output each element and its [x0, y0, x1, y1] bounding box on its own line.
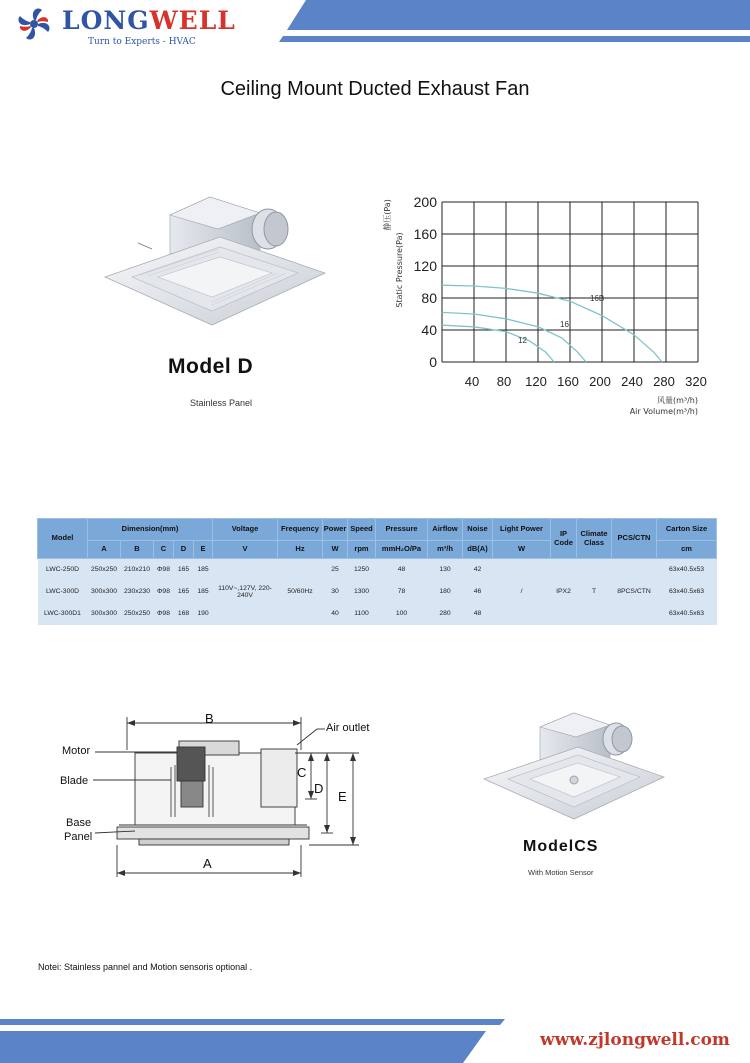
cell-airflow: 130 [428, 559, 463, 582]
label-motor: Motor [62, 745, 91, 757]
cell-d: 165 [174, 581, 194, 603]
th-e: E [194, 541, 213, 559]
cell-airflow: 280 [428, 603, 463, 625]
label-base: Base [66, 817, 92, 829]
performance-chart [380, 185, 720, 420]
product-image-model-cs [478, 705, 668, 825]
y-tick-label: 120 [413, 258, 437, 274]
logo-fan-icon [14, 4, 54, 44]
cell-carton: 63x40.5x63 [657, 581, 717, 603]
dim-c-label: C [297, 765, 307, 780]
cell-airflow: 180 [428, 581, 463, 603]
cell-c: Φ98 [154, 559, 174, 582]
cell-frequency: 50/60Hz [278, 559, 323, 626]
x-tick-label: 40 [464, 374, 480, 389]
footnote: Notei: Stainless pannel and Motion sensoris optional . [38, 962, 253, 972]
cell-noise: 46 [463, 581, 493, 603]
brand-name-part1: LONG [62, 6, 150, 35]
cell-speed: 1300 [348, 581, 376, 603]
th-voltage: Voltage [213, 519, 278, 541]
outlet-collar [261, 749, 297, 807]
series-line [442, 285, 662, 362]
brand-name [62, 6, 236, 35]
dim-b-label: B [205, 711, 214, 726]
dim-e-label: E [338, 789, 347, 804]
x-tick-label: 80 [496, 374, 512, 389]
cell-power: 25 [323, 559, 348, 582]
th-voltage-unit: V [213, 541, 278, 559]
th-a: A [88, 541, 121, 559]
th-airflow-unit: m³/h [428, 541, 463, 559]
product-image-model-d [100, 185, 330, 330]
th-dimension: Dimension(mm) [88, 519, 213, 541]
y-tick-label: 40 [421, 322, 437, 338]
x-tick-label: 160 [557, 374, 579, 389]
dim-d-label: D [314, 781, 324, 796]
cell-pressure: 48 [376, 559, 428, 582]
th-airflow: Airflow [428, 519, 463, 541]
header-stripe [287, 0, 750, 30]
cell-pcs-ctn: 8PCS/CTN [612, 559, 657, 626]
x-axis-label: Air Volume(m³/h) [629, 407, 698, 416]
y-axis-label: Static Pressure(Pa) [395, 232, 404, 308]
cell-noise: 42 [463, 559, 493, 582]
cell-light-power: / [493, 559, 551, 626]
model-d-label: Model D [168, 355, 254, 378]
y-tick-label: 80 [421, 290, 437, 306]
th-climate-class: Climate Class [577, 519, 612, 559]
model-cs-label: ModelCS [523, 838, 599, 855]
cell-power: 40 [323, 603, 348, 625]
label-air-outlet: Air outlet [326, 722, 370, 734]
th-frequency: Frequency [278, 519, 323, 541]
cell-carton: 63x40.5x63 [657, 603, 717, 625]
x-tick-label: 280 [653, 374, 675, 389]
footer-stripe [0, 1031, 486, 1063]
cell-e: 190 [194, 603, 213, 625]
spec-header-row [38, 519, 717, 541]
cell-model: LWC-300D1 [38, 603, 88, 625]
th-ip-code: IP Code [551, 519, 577, 559]
cell-model: LWC-300D [38, 581, 88, 603]
brand-tagline: Turn to Experts - HVAC [88, 37, 196, 47]
th-pressure-unit: mmH₂O/Pa [376, 541, 428, 559]
label-blade: Blade [60, 775, 89, 787]
motion-sensor-icon [570, 776, 578, 784]
dim-a-label: A [203, 856, 212, 871]
x-tick-label: 120 [525, 374, 547, 389]
cell-voltage: 110V~,127V, 220-240V [213, 559, 278, 626]
x-tick-label: 200 [589, 374, 611, 389]
x-tick-label: 320 [685, 374, 707, 389]
brand-name-part2: WELL [149, 6, 236, 35]
cell-b: 250x250 [121, 603, 154, 625]
cell-power: 30 [323, 581, 348, 603]
series-label: 16B [590, 294, 605, 303]
model-d-caption: Stainless Panel [190, 398, 253, 408]
cell-ip-code: IPX2 [551, 559, 577, 626]
th-light-unit: W [493, 541, 551, 559]
th-pressure: Pressure [376, 519, 428, 541]
cell-model: LWC-250D [38, 559, 88, 582]
cell-speed: 1100 [348, 603, 376, 625]
cell-c: Φ98 [154, 581, 174, 603]
th-model: Model [38, 519, 88, 559]
cell-a: 250x250 [88, 559, 121, 582]
table-row [38, 559, 717, 582]
cell-d: 168 [174, 603, 194, 625]
panel-outline [117, 827, 309, 839]
website-link[interactable]: www.zjlongwell.com [540, 1030, 730, 1050]
cell-speed: 1250 [348, 559, 376, 582]
y-tick-label: 0 [429, 354, 437, 370]
header-stripe-thin [279, 36, 750, 42]
th-carton-unit: cm [657, 541, 717, 559]
cell-a: 300x300 [88, 581, 121, 603]
th-light-power: Light Power [493, 519, 551, 541]
th-d: D [174, 541, 194, 559]
th-frequency-unit: Hz [278, 541, 323, 559]
th-noise: Noise [463, 519, 493, 541]
x-tick-label: 240 [621, 374, 643, 389]
series-line [442, 325, 554, 362]
th-pcs-ctn: PCS/CTN [612, 519, 657, 559]
motor-block [177, 747, 205, 781]
th-b: B [121, 541, 154, 559]
page-title: Ceiling Mount Ducted Exhaust Fan [220, 78, 530, 100]
cell-pressure: 100 [376, 603, 428, 625]
cell-a: 300x300 [88, 603, 121, 625]
y-tick-label: 160 [413, 226, 437, 242]
cell-pressure: 78 [376, 581, 428, 603]
series-label: 12 [518, 336, 527, 345]
th-speed: Speed [348, 519, 376, 541]
cell-e: 185 [194, 559, 213, 582]
th-speed-unit: rpm [348, 541, 376, 559]
cell-e: 185 [194, 581, 213, 603]
cell-b: 230x230 [121, 581, 154, 603]
label-panel: Panel [64, 831, 93, 843]
series-label: 16 [560, 320, 569, 329]
th-c: C [154, 541, 174, 559]
cell-noise: 48 [463, 603, 493, 625]
th-carton-size: Carton Size [657, 519, 717, 541]
th-noise-unit: dB(A) [463, 541, 493, 559]
footer-stripe-thin [0, 1019, 505, 1025]
th-power: Power [323, 519, 348, 541]
cell-c: Φ98 [154, 603, 174, 625]
cell-carton: 63x40.5x53 [657, 559, 717, 582]
spec-table [37, 518, 717, 625]
cell-climate-class: T [577, 559, 612, 626]
model-cs-caption: With Motion Sensor [528, 868, 594, 877]
th-power-unit: W [323, 541, 348, 559]
cell-b: 210x210 [121, 559, 154, 582]
x-axis-label-cn: 风量(m³/h) [656, 396, 698, 405]
y-tick-label: 200 [413, 194, 437, 210]
cell-d: 165 [174, 559, 194, 582]
y-axis-label-cn: 静压(Pa) [383, 199, 392, 231]
